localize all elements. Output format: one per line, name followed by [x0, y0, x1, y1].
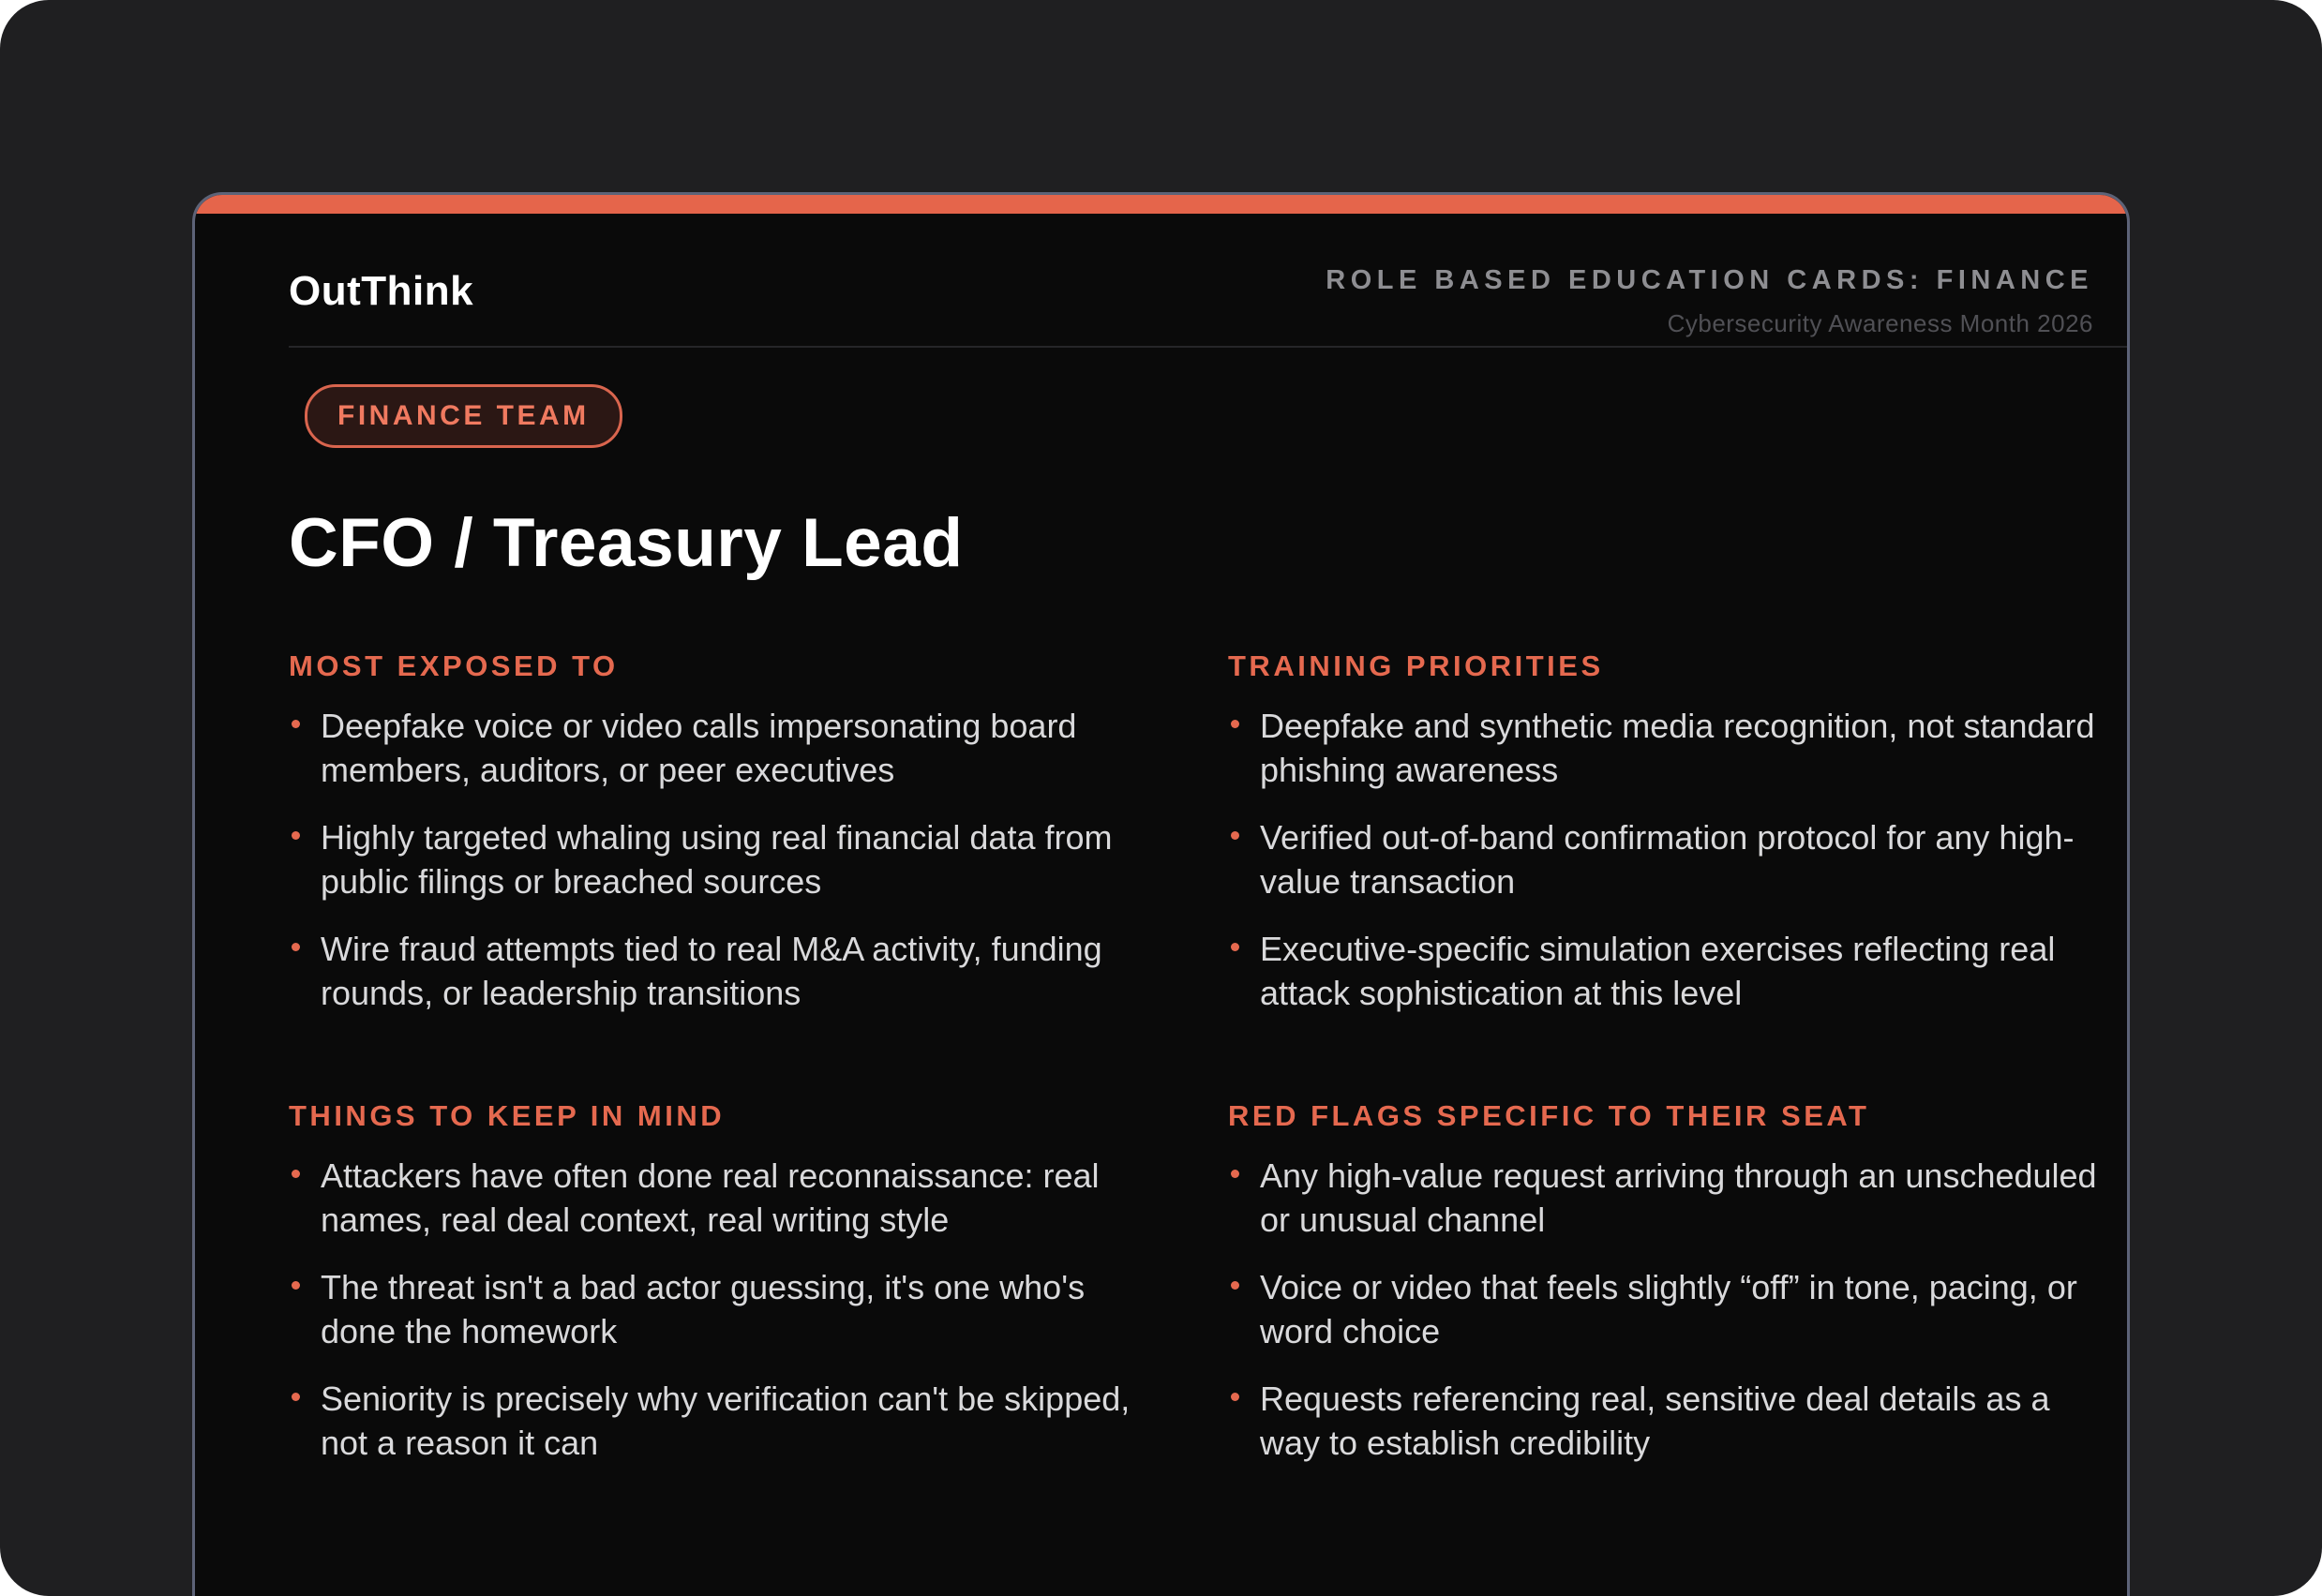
- bullet-list: [289, 704, 1170, 1015]
- list-item: Seniority is precisely why verification can't be skipped, not a reason it can: [289, 1377, 1169, 1465]
- bullet-list: [289, 1154, 1170, 1465]
- list-item: Deepfake voice or video calls impersonating board members, auditors, or peer executives: [289, 704, 1169, 792]
- list-item: Highly targeted whaling using real financial data from public filings or breached sources: [289, 815, 1169, 903]
- list-item: Attackers have often done real reconnaissance: real names, real deal context, real writing style: [289, 1154, 1169, 1242]
- header-meta: [1326, 265, 2093, 338]
- list-item: The threat isn't a bad actor guessing, it's one who's done the homework: [289, 1265, 1169, 1353]
- bullet-list: [1228, 1154, 2109, 1465]
- series-subtitle: Cybersecurity Awareness Month 2026: [1667, 309, 2093, 337]
- section-most-exposed: [289, 649, 1170, 1038]
- role-title: CFO / Treasury Lead: [289, 505, 964, 581]
- section-training-priorities: [1228, 649, 2109, 1038]
- section-heading: RED FLAGS SPECIFIC TO THEIR SEAT: [1228, 1099, 1870, 1132]
- list-item: Any high-value request arriving through an unscheduled or unusual channel: [1228, 1154, 2108, 1242]
- list-item: Deepfake and synthetic media recognition, not standard phishing awareness: [1228, 704, 2108, 792]
- education-card: [192, 192, 2130, 1596]
- series-title: ROLE BASED EDUCATION CARDS: FINANCE: [1326, 265, 2093, 295]
- card-header: [289, 214, 2127, 537]
- section-keep-in-mind: [289, 1099, 1170, 1488]
- list-item: Wire fraud attempts tied to real M&A activity, funding rounds, or leadership transitions: [289, 927, 1169, 1015]
- section-red-flags: [1228, 1099, 2109, 1488]
- team-badge: FINANCE TEAM: [305, 384, 622, 448]
- list-item: Voice or video that feels slightly “off” in tone, pacing, or word choice: [1228, 1265, 2108, 1353]
- list-item: Executive-specific simulation exercises reflecting real attack sophistication at this level: [1228, 927, 2108, 1015]
- section-heading: MOST EXPOSED TO: [289, 649, 619, 682]
- bullet-list: [1228, 704, 2109, 1015]
- brand-logo: OutThink: [289, 268, 474, 314]
- list-item: Requests referencing real, sensitive deal details as a way to establish credibility: [1228, 1377, 2108, 1465]
- card-accent-bar: [195, 195, 2127, 214]
- section-heading: TRAINING PRIORITIES: [1228, 649, 1604, 682]
- list-item: Verified out-of-band confirmation protocol for any high-value transaction: [1228, 815, 2108, 903]
- header-divider: [289, 346, 2127, 348]
- section-heading: THINGS TO KEEP IN MIND: [289, 1099, 726, 1132]
